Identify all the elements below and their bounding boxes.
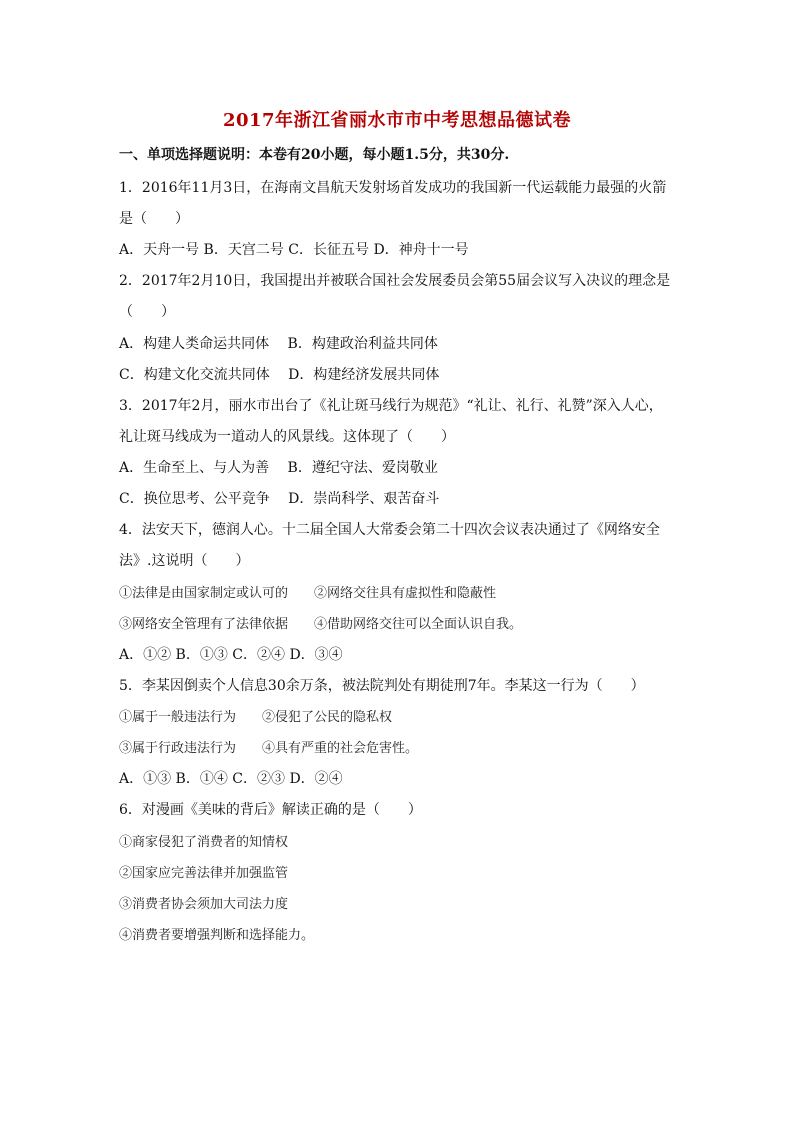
question-4-line-1: 4．法安天下，德润人心。十二届全国人大常委会第二十四次会议表决通过了《网络安全: [119, 522, 660, 538]
question-5-options: A．①③ B．①④ C．②③ D．②④: [119, 771, 343, 787]
section-heading: 一、单项选择题说明：本卷有20小题，每小题1.5分，共30分.: [119, 147, 510, 163]
question-1-line-2: 是（ ）: [119, 211, 189, 227]
question-3-line-1: 3．2017年2月，丽水市出台了《礼让斑马线行为规范》“礼让、礼行、礼赞”深入人心，: [119, 398, 663, 414]
question-3-options-cd: C．换位思考、公平竞争 D．崇尚科学、艰苦奋斗: [119, 491, 440, 507]
question-4-options: A．①② B．①③ C．②④ D．③④: [119, 647, 343, 663]
question-1-options: A．天舟一号 B．天宫二号 C．长征五号 D．神舟十一号: [119, 242, 469, 258]
question-4-statements-12: ①法律是由国家制定或认可的 ②网络交往具有虚拟性和隐蔽性: [119, 586, 497, 601]
question-6-statement-4: ④消费者要增强判断和选择能力。: [119, 928, 315, 943]
question-6-statement-2: ②国家应完善法律并加强监管: [119, 866, 289, 881]
question-2-line-1: 2．2017年2月10日，我国提出并被联合国社会发展委员会第55届会议写入决议的理念是: [119, 273, 671, 289]
question-2-options-ab: A．构建人类命运共同体 B．构建政治利益共同体: [119, 336, 438, 352]
question-6-statement-1: ①商家侵犯了消费者的知情权: [119, 835, 289, 850]
question-1-line-1: 1．2016年11月3日，在海南文昌航天发射场首发成功的我国新一代运载能力最强的火箭: [119, 180, 667, 196]
question-2-options-cd: C．构建文化交流共同体 D．构建经济发展共同体: [119, 367, 440, 383]
question-5-statements-12: ①属于一般违法行为 ②侵犯了公民的隐私权: [119, 710, 393, 725]
page-title: 2017年浙江省丽水市市中考思想品德试卷: [222, 110, 572, 131]
question-6-statement-3: ③消费者协会须加大司法力度: [119, 897, 289, 912]
question-3-options-ab: A．生命至上、与人为善 B．遵纪守法、爱岗敬业: [119, 460, 438, 476]
question-6-line-1: 6．对漫画《美味的背后》解读正确的是（ ）: [119, 802, 422, 818]
question-5-line-1: 5．李某因倒卖个人信息30余万条，被法院判处有期徒刑7年。李某这一行为（ ）: [119, 678, 645, 694]
question-5-statements-34: ③属于行政违法行为 ④具有严重的社会危害性。: [119, 741, 419, 756]
question-3-line-2: 礼让斑马线成为一道动人的风景线。这体现了（ ）: [119, 429, 455, 445]
question-4-statements-34: ③网络安全管理有了法律依据 ④借助网络交往可以全面认识自我。: [119, 617, 523, 632]
question-4-line-2: 法》.这说明（ ）: [119, 553, 250, 569]
question-2-line-2: （ ）: [119, 304, 175, 320]
